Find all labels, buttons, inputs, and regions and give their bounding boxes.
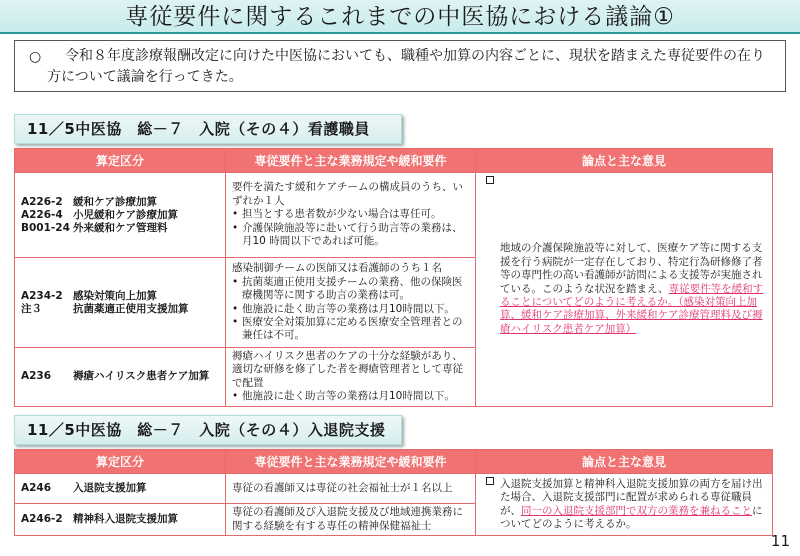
category-code: A226-2 bbox=[21, 195, 63, 208]
category-cell bbox=[15, 173, 226, 258]
header-requirement: 専従要件と主な業務規定や緩和要件 bbox=[226, 450, 476, 474]
table-row bbox=[15, 474, 773, 504]
category-cell bbox=[15, 474, 226, 504]
category-code: 注３ bbox=[21, 302, 42, 315]
section1-heading: 11／5中医協 総－７ 入院（その４）看護職員 bbox=[14, 114, 402, 144]
requirement-bullet: • 担当とする患者数が少ない場合は専任可。 bbox=[232, 208, 469, 221]
header-opinion: 論点と主な意見 bbox=[476, 450, 773, 474]
category-code: A226-4 bbox=[21, 208, 63, 221]
opinion-cell bbox=[476, 173, 773, 407]
requirement-intro: 感染制御チームの医師又は看護師のうち１名 bbox=[232, 262, 442, 275]
category-name: 緩和ケア診療加算 bbox=[73, 195, 157, 208]
category-cell bbox=[15, 504, 226, 536]
section2-table bbox=[14, 449, 773, 536]
requirement-intro: 褥瘡ハイリスク患者のケアの十分な経験があり、適切な研修を修了した者を褥瘡管理者として専従で配置 bbox=[232, 350, 463, 389]
opinion-text: 地域の介護保険施設等に対して、医療ケア等に関する支援を行う病院が一定存在しており、特定行為研修修了者等の専門性の高い看護師が訪問による支援等が実施されている。このような状況を踏まえ、 bbox=[500, 242, 763, 295]
category-name: 褥瘡ハイリスク患者ケア加算 bbox=[73, 370, 210, 383]
square-bullet-icon bbox=[486, 176, 494, 184]
table-header-row bbox=[15, 450, 773, 474]
header-category: 算定区分 bbox=[15, 149, 226, 173]
category-code: B001-24 bbox=[21, 221, 70, 234]
opinion-tail: についてどのように考えるか。 bbox=[500, 504, 763, 530]
category-name: 入退院支援加算 bbox=[73, 482, 147, 494]
requirement-bullet: • 他施設に赴く助言等の業務は月10時間以下。 bbox=[232, 390, 469, 403]
requirement-cell bbox=[226, 258, 476, 348]
category-name: 精神科入退院支援加算 bbox=[73, 513, 178, 525]
section2-heading: 11／5中医協 総－７ 入院（その４）入退院支援 bbox=[14, 415, 402, 445]
requirement-bullet: • 介護保険施設等に赴いて行う助言等の業務は、月10 時間以下であれば可能。 bbox=[232, 222, 469, 249]
category-name: 小児緩和ケア診療加算 bbox=[73, 208, 178, 221]
intro-bullet: ○ bbox=[29, 49, 42, 65]
category-code: A246-2 bbox=[21, 513, 63, 525]
requirement-cell bbox=[226, 348, 476, 407]
requirement-cell bbox=[226, 173, 476, 258]
opinion-highlight: 専従要件等を緩和することについてどのように考えるか。（感染対策向上加算、緩和ケア診療加算、外来緩和ケア診療管理料及び褥瘡ハイリスク患者ケア加算） bbox=[500, 282, 764, 335]
requirement-cell: 専従の看護師及び入退院支援及び地域連携業務に関する経験を有する専任の精神保健福祉士 bbox=[226, 504, 476, 536]
opinion-cell bbox=[476, 474, 773, 536]
page-title: 専従要件に関するこれまでの中医協における議論① bbox=[0, 0, 800, 34]
category-name: 感染対策向上加算 bbox=[73, 289, 157, 302]
header-requirement: 専従要件と主な業務規定や緩和要件 bbox=[226, 149, 476, 173]
requirement-cell: 専従の看護師又は専従の社会福祉士が１名以上 bbox=[226, 474, 476, 504]
category-code: A246 bbox=[21, 482, 52, 494]
requirement-intro: 要件を満たす緩和ケアチームの構成員のうち、いずれか１人 bbox=[232, 181, 463, 207]
table-row bbox=[15, 173, 773, 258]
header-opinion: 論点と主な意見 bbox=[476, 149, 773, 173]
intro-text: 令和８年度診療報酬改定に向けた中医協においても、職種や加算の内容ごとに、現状を踏まえた専従要件の在り方について議論を行ってきた。 bbox=[47, 48, 765, 85]
category-name: 抗菌薬適正使用支援加算 bbox=[73, 302, 189, 315]
requirement-bullet: • 医療安全対策加算に定める医療安全管理者との兼任は不可。 bbox=[232, 316, 469, 343]
header-category: 算定区分 bbox=[15, 450, 226, 474]
category-name: 外来緩和ケア管理料 bbox=[73, 221, 168, 234]
section1-table bbox=[14, 148, 773, 407]
square-bullet-icon bbox=[486, 477, 494, 485]
requirement-bullet: • 抗菌薬適正使用支援チームの業務、他の保険医療機関等に関する助言の業務は可。 bbox=[232, 276, 469, 303]
requirement-bullet: • 他施設に赴く助言等の業務は月10時間以下。 bbox=[232, 303, 469, 316]
page-number: 11 bbox=[770, 532, 790, 550]
category-code: A234-2 bbox=[21, 289, 63, 302]
category-cell bbox=[15, 258, 226, 348]
opinion-text: 入退院支援加算と精神科入退院支援加算の両方を届け出た場合、入退院支援部門に配置が求められる専従職員が、 bbox=[500, 477, 763, 517]
opinion-highlight: 同一の入退院支援部門で双方の業務を兼ねること bbox=[521, 504, 752, 517]
category-code: A236 bbox=[21, 370, 52, 383]
intro-box bbox=[14, 40, 786, 92]
table-header-row bbox=[15, 149, 773, 173]
category-cell bbox=[15, 348, 226, 407]
